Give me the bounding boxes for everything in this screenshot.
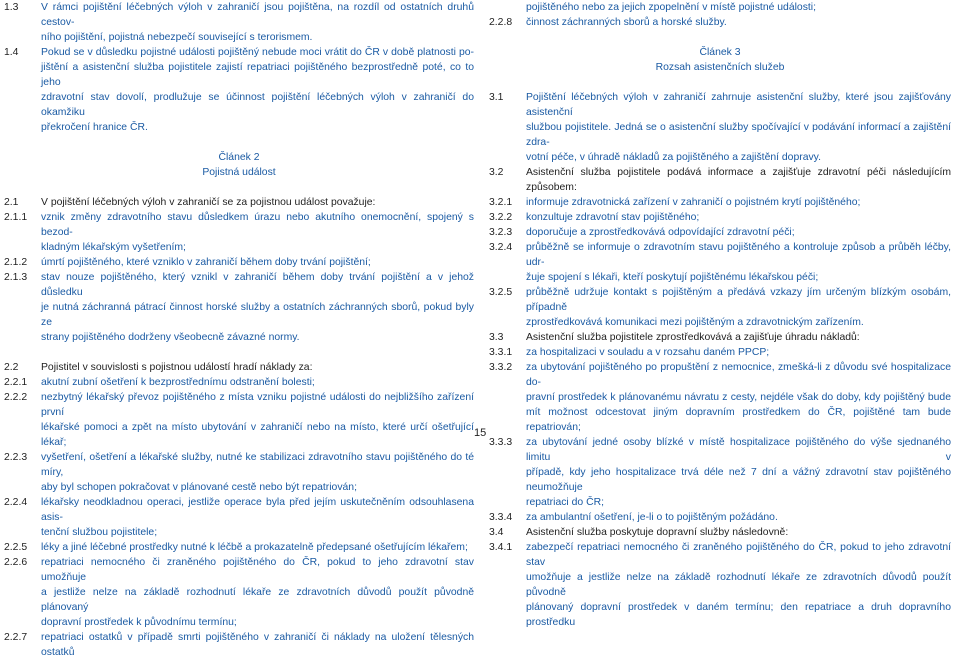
clause-line: [4, 390, 474, 420]
spacer: [4, 180, 474, 195]
clause-number: [4, 585, 41, 615]
clause-line: [4, 480, 474, 495]
clause-number: 2.2: [4, 362, 19, 373]
clause-number: [4, 480, 41, 495]
clause-line: [4, 300, 474, 330]
clause-number: 3.1: [489, 92, 504, 103]
clause-number: [489, 570, 526, 600]
clause-text: nezbytný lékařský převoz pojištěného z místa vzniku pojistné události do nejbližšího zařízení první: [41, 392, 474, 418]
clause-number: 2.1.1: [4, 212, 28, 223]
clause-text: informuje zdravotnická zařízení v zahraničí o pojistném krytí pojištěného;: [526, 197, 861, 208]
clause-line: [489, 330, 951, 345]
clause-number: 3.3.2: [489, 362, 513, 373]
clause-text: případě, kdy jeho hospitalizace trvá déle než 7 dní a vážný zdravotní stav pojištěného neumožňuje: [526, 467, 951, 493]
clause-text: umožňuje a jestliže nelze na základě rozhodnutí lékaře ze zdravotních důvodů použít původně: [526, 572, 951, 598]
clause-number: 3.4.1: [489, 542, 513, 553]
spacer: [4, 345, 474, 360]
clause-number: [489, 495, 526, 510]
clause-number: 2.2.7: [4, 632, 28, 643]
clause-number: 2.2.8: [489, 17, 513, 28]
clause-line: [4, 120, 474, 135]
clause-line: [4, 360, 474, 375]
clause-text: Pojištění léčebných výloh v zahraničí zahrnuje asistenční služby, které jsou zajišťovány asistenční: [526, 92, 951, 118]
clause-line: [4, 495, 474, 525]
clause-text: za ubytování pojištěného po propuštění z nemocnice, zmešká-li z důvodu své hospitalizace do-: [526, 362, 951, 388]
clause-number: [489, 600, 526, 630]
clause-line: [489, 405, 951, 435]
article-number: Článek 3: [699, 47, 741, 58]
right-column: [489, 0, 951, 630]
clause-number: 3.3: [489, 332, 504, 343]
clause-text: kladným lékařským vyšetřením;: [41, 242, 186, 253]
clause-text: repatriaci ostatků v případě smrti pojištěného v zahraničí či náklady na uložení tělesných ostatků: [41, 632, 474, 658]
spacer: [4, 135, 474, 150]
clause-number: [4, 300, 41, 330]
clause-number: 2.2.5: [4, 542, 28, 553]
clause-text: Pokud se v důsledku pojistné události pojištěný nebude moci vrátit do ČR v době platnosti po-: [41, 47, 474, 58]
clause-number: 3.2: [489, 167, 504, 178]
clause-number: [4, 30, 41, 45]
clause-line: [4, 555, 474, 585]
clause-number: 2.2.6: [4, 557, 28, 568]
clause-line: [4, 210, 474, 240]
clause-line: [4, 240, 474, 255]
clause-number: [4, 525, 41, 540]
clause-line: [489, 90, 951, 120]
clause-number: [489, 270, 526, 285]
clause-line: [489, 360, 951, 390]
clause-number: 2.2.3: [4, 452, 28, 463]
clause-number: [489, 120, 526, 150]
clause-line: [4, 615, 474, 630]
clause-text: za ambulantní ošetření, je-li o to pojištěným požádáno.: [526, 512, 778, 523]
clause-line: [4, 630, 474, 660]
clause-line: [489, 195, 951, 210]
clause-number: [489, 390, 526, 405]
clause-text: zdravotní stav dovolí, prodlužuje se účinnost pojištění léčebných výloh v zahraničí do okamžiku: [41, 92, 474, 118]
clause-text: a jestliže nelze na základě rozhodnutí lékaře ze zdravotních důvodů použít původně plánovaný: [41, 587, 474, 613]
clause-number: [4, 420, 41, 450]
clause-number: 3.3.4: [489, 512, 513, 523]
clause-text: překročení hranice ČR.: [41, 122, 148, 133]
clause-text: žuje spojení s lékaři, kteří poskytují pojištěnému lékařskou péči;: [526, 272, 819, 283]
clause-text: stav nouze pojištěného, který vznikl v zahraničí během doby trvání pojištění a v jehož důsledku: [41, 272, 474, 298]
clause-text: tenční službou pojistitele;: [41, 527, 158, 538]
clause-line: [4, 420, 474, 450]
clause-line: [4, 60, 474, 90]
clause-text: zabezpečí repatriaci nemocného či zraněného pojištěného do ČR, pokud to jeho zdravotní stav: [526, 542, 951, 568]
clause-text: léky a jiné léčebné prostředky nutné k léčbě a prokazatelně předepsané ošetřujícím lékařem;: [41, 542, 468, 553]
article-heading: [4, 150, 474, 180]
clause-line: [4, 270, 474, 300]
clause-number: [4, 330, 41, 345]
clause-number: 2.1.3: [4, 272, 28, 283]
clause-number: 2.1.2: [4, 257, 28, 268]
clause-line: [489, 345, 951, 360]
clause-number: [4, 90, 41, 120]
clause-text: mít možnost odcestovat jiným dopravním prostředkem do ČR, pojištěné tam bude repatriován;: [526, 407, 951, 433]
clause-text: je nutná záchranná pátrací činnost horské služby a ostatních záchranných sborů, pokud byly ze: [41, 302, 474, 328]
clause-text: V rámci pojištění léčebných výloh v zahraničí jsou pojištěna, na rozdíl od ostatních druhů cestov-: [41, 2, 474, 28]
clause-line: [489, 510, 951, 525]
clause-line: [4, 540, 474, 555]
clause-text: doporučuje a zprostředkovává odpovídající zdravotní péči;: [526, 227, 795, 238]
clause-line: [4, 30, 474, 45]
clause-line: [489, 495, 951, 510]
clause-text: plánovaný dopravní prostředek v daném termínu; den repatriace a druh dopravního prostředku: [526, 602, 951, 628]
clause-line: [489, 435, 951, 465]
clause-line: [489, 600, 951, 630]
clause-number: 2.2.2: [4, 392, 28, 403]
clause-line: [489, 0, 951, 15]
clause-number: 1.4: [4, 47, 19, 58]
clause-number: 3.2.3: [489, 227, 513, 238]
clause-line: [4, 585, 474, 615]
left-column: [4, 0, 474, 660]
clause-number: [4, 60, 41, 90]
clause-text: vznik změny zdravotního stavu důsledkem úrazu nebo akutního onemocnění, spojený s bezod-: [41, 212, 474, 238]
clause-line: [489, 165, 951, 195]
clause-line: [489, 465, 951, 495]
clause-number: 2.2.1: [4, 377, 28, 388]
clause-text: pojištěného nebo za jejich zpopelnění v místě pojistné události;: [526, 2, 816, 13]
clause-line: [4, 255, 474, 270]
clause-line: [489, 225, 951, 240]
clause-number: 1.3: [4, 2, 19, 13]
clause-line: [489, 15, 951, 30]
clause-text: za hospitalizaci v souladu a v rozsahu daném PPCP;: [526, 347, 770, 358]
clause-line: [489, 540, 951, 570]
spacer: [489, 75, 951, 90]
clause-number: [4, 615, 41, 630]
clause-number: 3.3.3: [489, 437, 513, 448]
clause-line: [4, 195, 474, 210]
clause-text: zprostředkovává komunikaci mezi pojištěným a zdravotnickým zařízením.: [526, 317, 864, 328]
clause-number: [489, 465, 526, 495]
clause-text: Asistenční služba pojistitele podává informace a zajišťuje zdravotní péči následujícím způsobem:: [526, 167, 951, 193]
article-title: Rozsah asistenčních služeb: [655, 62, 785, 73]
clause-line: [489, 570, 951, 600]
clause-text: konzultuje zdravotní stav pojištěného;: [526, 212, 700, 223]
clause-number: 2.1: [4, 197, 19, 208]
clause-number: 2.2.4: [4, 497, 28, 508]
clause-number: 3.4: [489, 527, 504, 538]
clause-text: aby byl schopen pokračovat v plánované cestě nebo být repatriován;: [41, 482, 357, 493]
clause-text: průběžně se informuje o zdravotním stavu pojištěného a kontroluje způsob a průběh léčby, udr-: [526, 242, 951, 268]
clause-text: vyšetření, ošetření a lékařské služby, nutné ke stabilizaci zdravotního stavu pojištěného do té míry,: [41, 452, 474, 478]
clause-text: pravní prostředek k plánovanému návratu z cesty, nejdéle však do doby, kdy pojištěný bude: [526, 392, 951, 403]
clause-number: [489, 0, 526, 15]
clause-line: [489, 120, 951, 150]
clause-number: 3.2.1: [489, 197, 513, 208]
clause-text: akutní zubní ošetření k bezprostřednímu odstranění bolesti;: [41, 377, 315, 388]
clause-text: repatriaci nemocného či zraněného pojištěného do ČR, pokud to jeho zdravotní stav umožňuje: [41, 557, 474, 583]
clause-text: V pojištění léčebných výloh v zahraničí se za pojistnou událost považuje:: [41, 197, 376, 208]
clause-line: [489, 210, 951, 225]
clause-text: lékařské pomoci a zpět na místo ubytování v zahraničí nebo na místo, které určí ošetřující lékař;: [41, 422, 474, 448]
clause-number: [489, 405, 526, 435]
clause-line: [489, 525, 951, 540]
clause-number: 3.2.4: [489, 242, 513, 253]
clause-number: 3.3.1: [489, 347, 513, 358]
clause-line: [489, 390, 951, 405]
clause-number: [489, 150, 526, 165]
page-number: 15: [474, 427, 487, 439]
clause-text: lékařsky neodkladnou operaci, jestliže operace byla před jejím uskutečněním odsouhlasena asis-: [41, 497, 474, 523]
article-number: Článek 2: [218, 152, 260, 163]
clause-text: Pojistitel v souvislosti s pojistnou událostí hradí náklady za:: [41, 362, 313, 373]
clause-text: Asistenční služba poskytuje dopravní služby následovně:: [526, 527, 789, 538]
clause-line: [489, 240, 951, 270]
clause-number: [4, 120, 41, 135]
clause-line: [489, 270, 951, 285]
clause-line: [4, 330, 474, 345]
clause-text: dopravní prostředek k původnímu termínu;: [41, 617, 237, 628]
clause-text: činnost záchranných sborů a horské služby.: [526, 17, 727, 28]
article-heading: [489, 45, 951, 75]
clause-text: průběžně udržuje kontakt s pojištěným a předává vzkazy jím určeným blízkým osobám, případně: [526, 287, 951, 313]
clause-line: [4, 90, 474, 120]
clause-text: repatriaci do ČR;: [526, 497, 604, 508]
clause-number: [4, 240, 41, 255]
clause-number: [489, 315, 526, 330]
article-title: Pojistná událost: [202, 167, 276, 178]
clause-text: strany pojištěného dodrženy všeobecně závazné normy.: [41, 332, 300, 343]
spacer: [489, 30, 951, 45]
clause-text: službou pojistitele. Jedná se o asistenční služby spočívající v podávání informací a zajištění zdra-: [526, 122, 951, 148]
clause-line: [489, 315, 951, 330]
clause-text: jištění a asistenční služba pojistitele zajistí repatriaci pojištěného bezprostředně poté, co to jeho: [41, 62, 474, 88]
clause-text: Asistenční služba pojistitele zprostředkovává a zajišťuje úhradu nákladů:: [526, 332, 860, 343]
clause-line: [4, 0, 474, 30]
clause-line: [4, 45, 474, 60]
clause-text: úmrtí pojištěného, které vzniklo v zahraničí během doby trvání pojištění;: [41, 257, 371, 268]
clause-line: [4, 450, 474, 480]
clause-number: 3.2.2: [489, 212, 513, 223]
clause-text: ního pojištění, pojistná nebezpečí související s terorismem.: [41, 32, 313, 43]
clause-line: [4, 375, 474, 390]
clause-line: [489, 285, 951, 315]
clause-text: za ubytování jedné osoby blízké v místě hospitalizace pojištěného do výše sjednaného limitu v: [526, 437, 951, 463]
clause-number: 3.2.5: [489, 287, 513, 298]
clause-line: [489, 150, 951, 165]
clause-line: [4, 525, 474, 540]
clause-text: votní péče, v úhradě nákladů za pojištěného a zajištění dopravy.: [526, 152, 821, 163]
